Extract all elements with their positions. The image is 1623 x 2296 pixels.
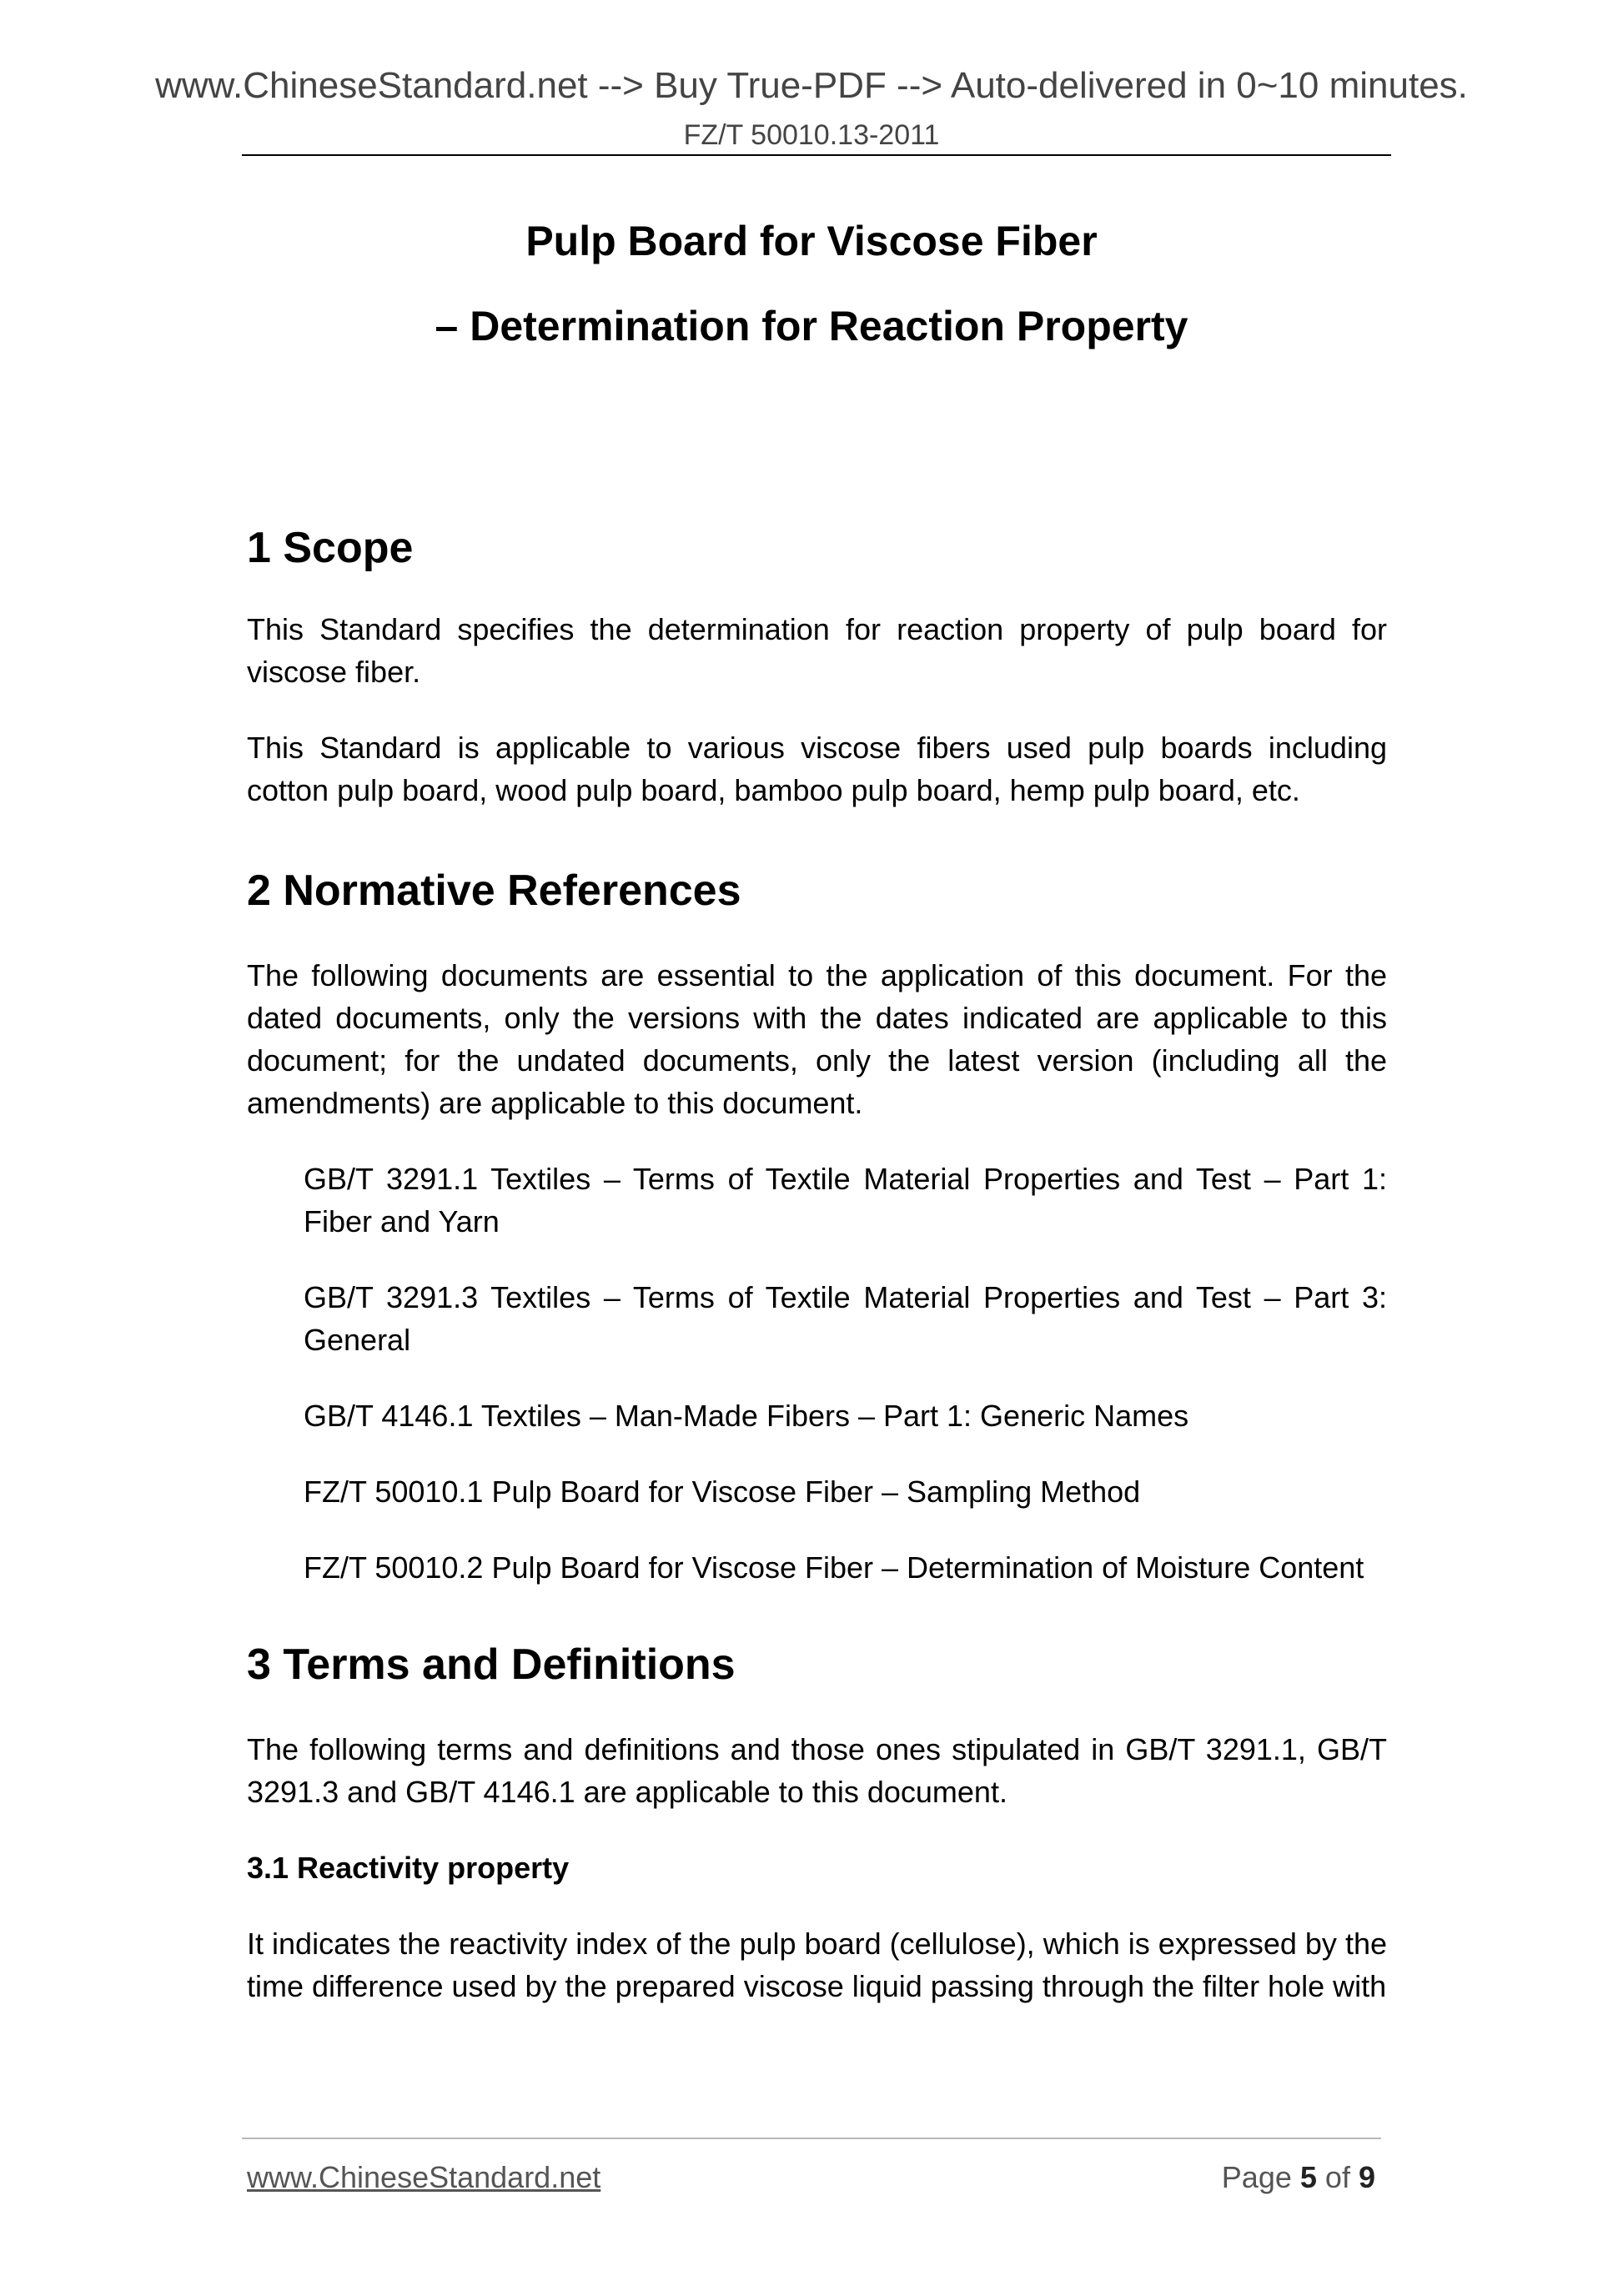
- section-heading-scope: 1 Scope: [247, 524, 414, 572]
- scope-paragraph-1: This Standard specifies the determination for reaction property of pulp board for viscose fiber.: [247, 612, 1387, 689]
- current-page: 5: [1299, 2160, 1317, 2194]
- reference-item: FZ/T 50010.1 Pulp Board for Viscose Fiber – Sampling Method: [304, 1475, 1141, 1509]
- reference-item: GB/T 3291.1 Textiles – Terms of Textile Material Properties and Test – Part 1: Fiber and Yarn: [304, 1162, 1387, 1238]
- page-label: Page: [1221, 2160, 1292, 2194]
- normative-intro-paragraph: The following documents are essential to the application of this document. For the dated documents, only the versions with the dates indicated are applicable to this document; for the undated documents, only the latest version (including all the amendments) are applicable to this document.: [247, 958, 1387, 1120]
- reference-item: GB/T 4146.1 Textiles – Man-Made Fibers – Part 1: Generic Names: [304, 1399, 1189, 1433]
- reference-item: FZ/T 50010.2 Pulp Board for Viscose Fiber – Determination of Moisture Content: [304, 1550, 1364, 1585]
- reference-item: GB/T 3291.3 Textiles – Terms of Textile Material Properties and Test – Part 3: General: [304, 1280, 1387, 1357]
- footer-page-number: [1222, 2160, 1375, 2195]
- scope-paragraph-2: This Standard is applicable to various viscose fibers used pulp boards including cotton pulp board, wood pulp board, bamboo pulp board, hemp pulp board, etc.: [247, 731, 1387, 807]
- document-title: Pulp Board for Viscose Fiber: [525, 218, 1098, 264]
- header-banner[interactable]: www.ChineseStandard.net --> Buy True-PDF --> Auto-delivered in 0~10 minutes.: [155, 65, 1468, 106]
- header-standard-number: FZ/T 50010.13-2011: [683, 119, 940, 151]
- terms-intro-paragraph: The following terms and definitions and those ones stipulated in GB/T 3291.1, GB/T 3291.3 and GB/T 4146.1 are applicable to this document.: [247, 1732, 1387, 1809]
- header-divider: [242, 154, 1391, 156]
- section-heading-terms-definitions: 3 Terms and Definitions: [247, 1640, 736, 1689]
- reactivity-definition-paragraph: It indicates the reactivity index of the pulp board (cellulose), which is expressed by the time difference used by the prepared viscose liquid passing through the filter hole with: [247, 1927, 1387, 2003]
- footer-divider: [242, 2138, 1381, 2139]
- section-heading-normative-references: 2 Normative References: [247, 867, 741, 915]
- document-body: [247, 521, 1387, 2007]
- footer-site-link[interactable]: www.ChineseStandard.net: [247, 2160, 601, 2194]
- total-pages: 9: [1358, 2160, 1375, 2194]
- subsection-heading-reactivity-property: 3.1 Reactivity property: [247, 1851, 570, 1885]
- page-of-label: of: [1324, 2160, 1350, 2194]
- document-subtitle: – Determination for Reaction Property: [435, 303, 1188, 349]
